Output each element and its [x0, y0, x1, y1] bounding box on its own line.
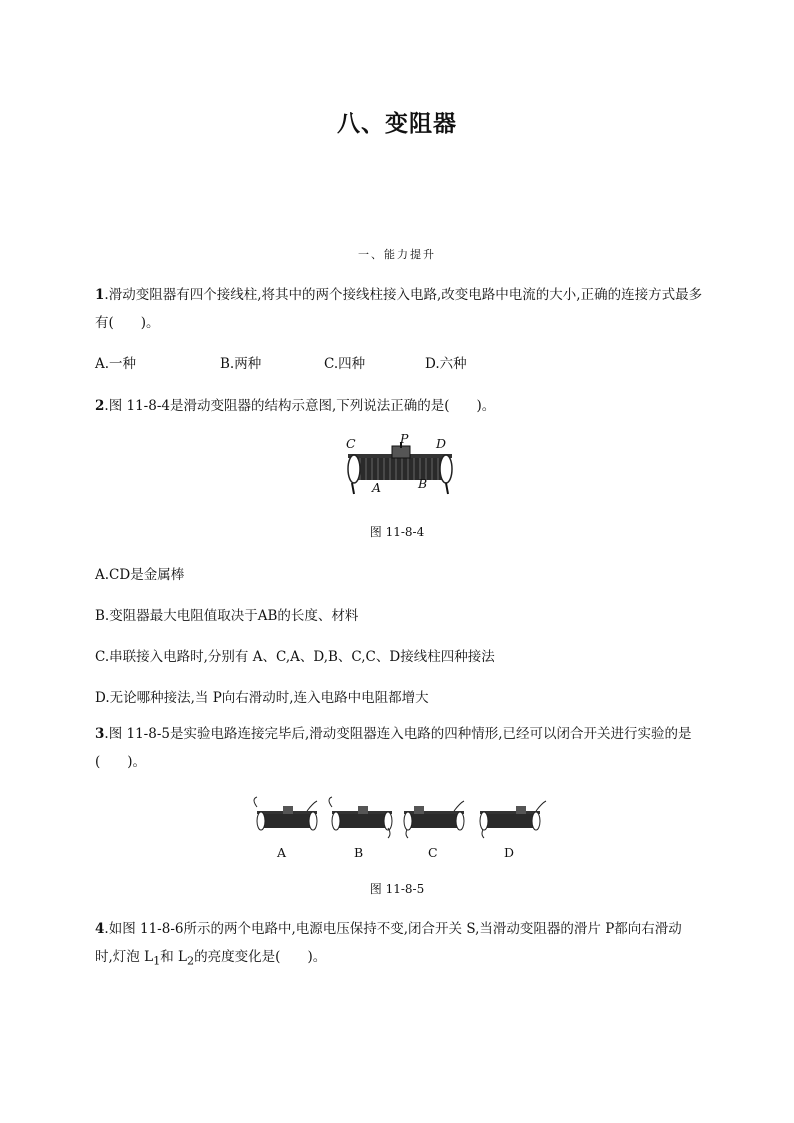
question-3 [95, 720, 705, 776]
question-4 [95, 915, 705, 976]
question-number: 3 [95, 726, 105, 742]
label-d: D [436, 436, 447, 451]
label-b: B [354, 845, 364, 860]
question-2 [95, 392, 705, 420]
subscript: 1 [153, 954, 161, 968]
question-text: .图 11-8-4是滑动变阻器的结构示意图,下列说法正确的是( )。 [104, 398, 496, 414]
label-b: B [418, 476, 428, 491]
question-number: 1 [95, 287, 105, 303]
question-text: .如图 11-8-6所示的两个电路中,电源电压保持不变,闭合开关 S,当滑动变阻器的滑片 P都向右滑动 [104, 921, 682, 937]
rheostat-set-diagram [248, 795, 548, 841]
label-d: D [504, 845, 515, 860]
label-a: A [372, 480, 382, 495]
q1-option-d: D.六种 [425, 356, 467, 372]
q2-option-c: C.串联接入电路时,分别有 A、C,A、D,B、C,C、D接线柱四种接法 [95, 649, 495, 665]
question-text: 时,灯泡 L [95, 949, 154, 965]
q2-option-a: A.CD是金属棒 [95, 567, 185, 583]
question-number: 4 [95, 921, 105, 937]
label-p: P [400, 431, 409, 446]
rheostat-d [480, 801, 546, 838]
label-a: A [277, 845, 287, 860]
rheostat-c [404, 801, 464, 838]
subscript: 2 [187, 954, 195, 968]
figure-caption: 图 11-8-4 [369, 525, 425, 539]
question-1 [95, 281, 705, 337]
section-title: 一、能力提升 [358, 248, 436, 261]
q1-option-b: B.两种 [220, 356, 262, 372]
question-text: 和 L [160, 949, 187, 965]
figure-11-8-4 [340, 430, 460, 500]
q2-option-b: B.变阻器最大电阻值取决于AB的长度、材料 [95, 608, 359, 624]
question-text: .图 11-8-5是实验电路连接完毕后,滑动变阻器连入电路的四种情形,已经可以闭合开关进行实验的是( )。 [95, 726, 692, 770]
q1-option-a: A.一种 [95, 356, 137, 372]
page-title: 八、变阻器 [337, 111, 457, 137]
question-text: .滑动变阻器有四个接线柱,将其中的两个接线柱接入电路,改变电路中电流的大小,正确的连接方式最多有( )。 [95, 287, 703, 331]
q1-option-c: C.四种 [324, 356, 366, 372]
rheostat-b [329, 797, 392, 838]
q2-option-d: D.无论哪种接法,当 P向右滑动时,连入电路中电阻都增大 [95, 690, 429, 706]
figure-caption: 图 11-8-5 [369, 882, 425, 896]
figure-11-8-5 [248, 795, 548, 865]
rheostat-a [254, 797, 317, 830]
question-text: 的亮度变化是( )。 [194, 949, 327, 965]
label-c: C [346, 436, 356, 451]
question-number: 2 [95, 398, 105, 414]
label-c: C [428, 845, 438, 860]
